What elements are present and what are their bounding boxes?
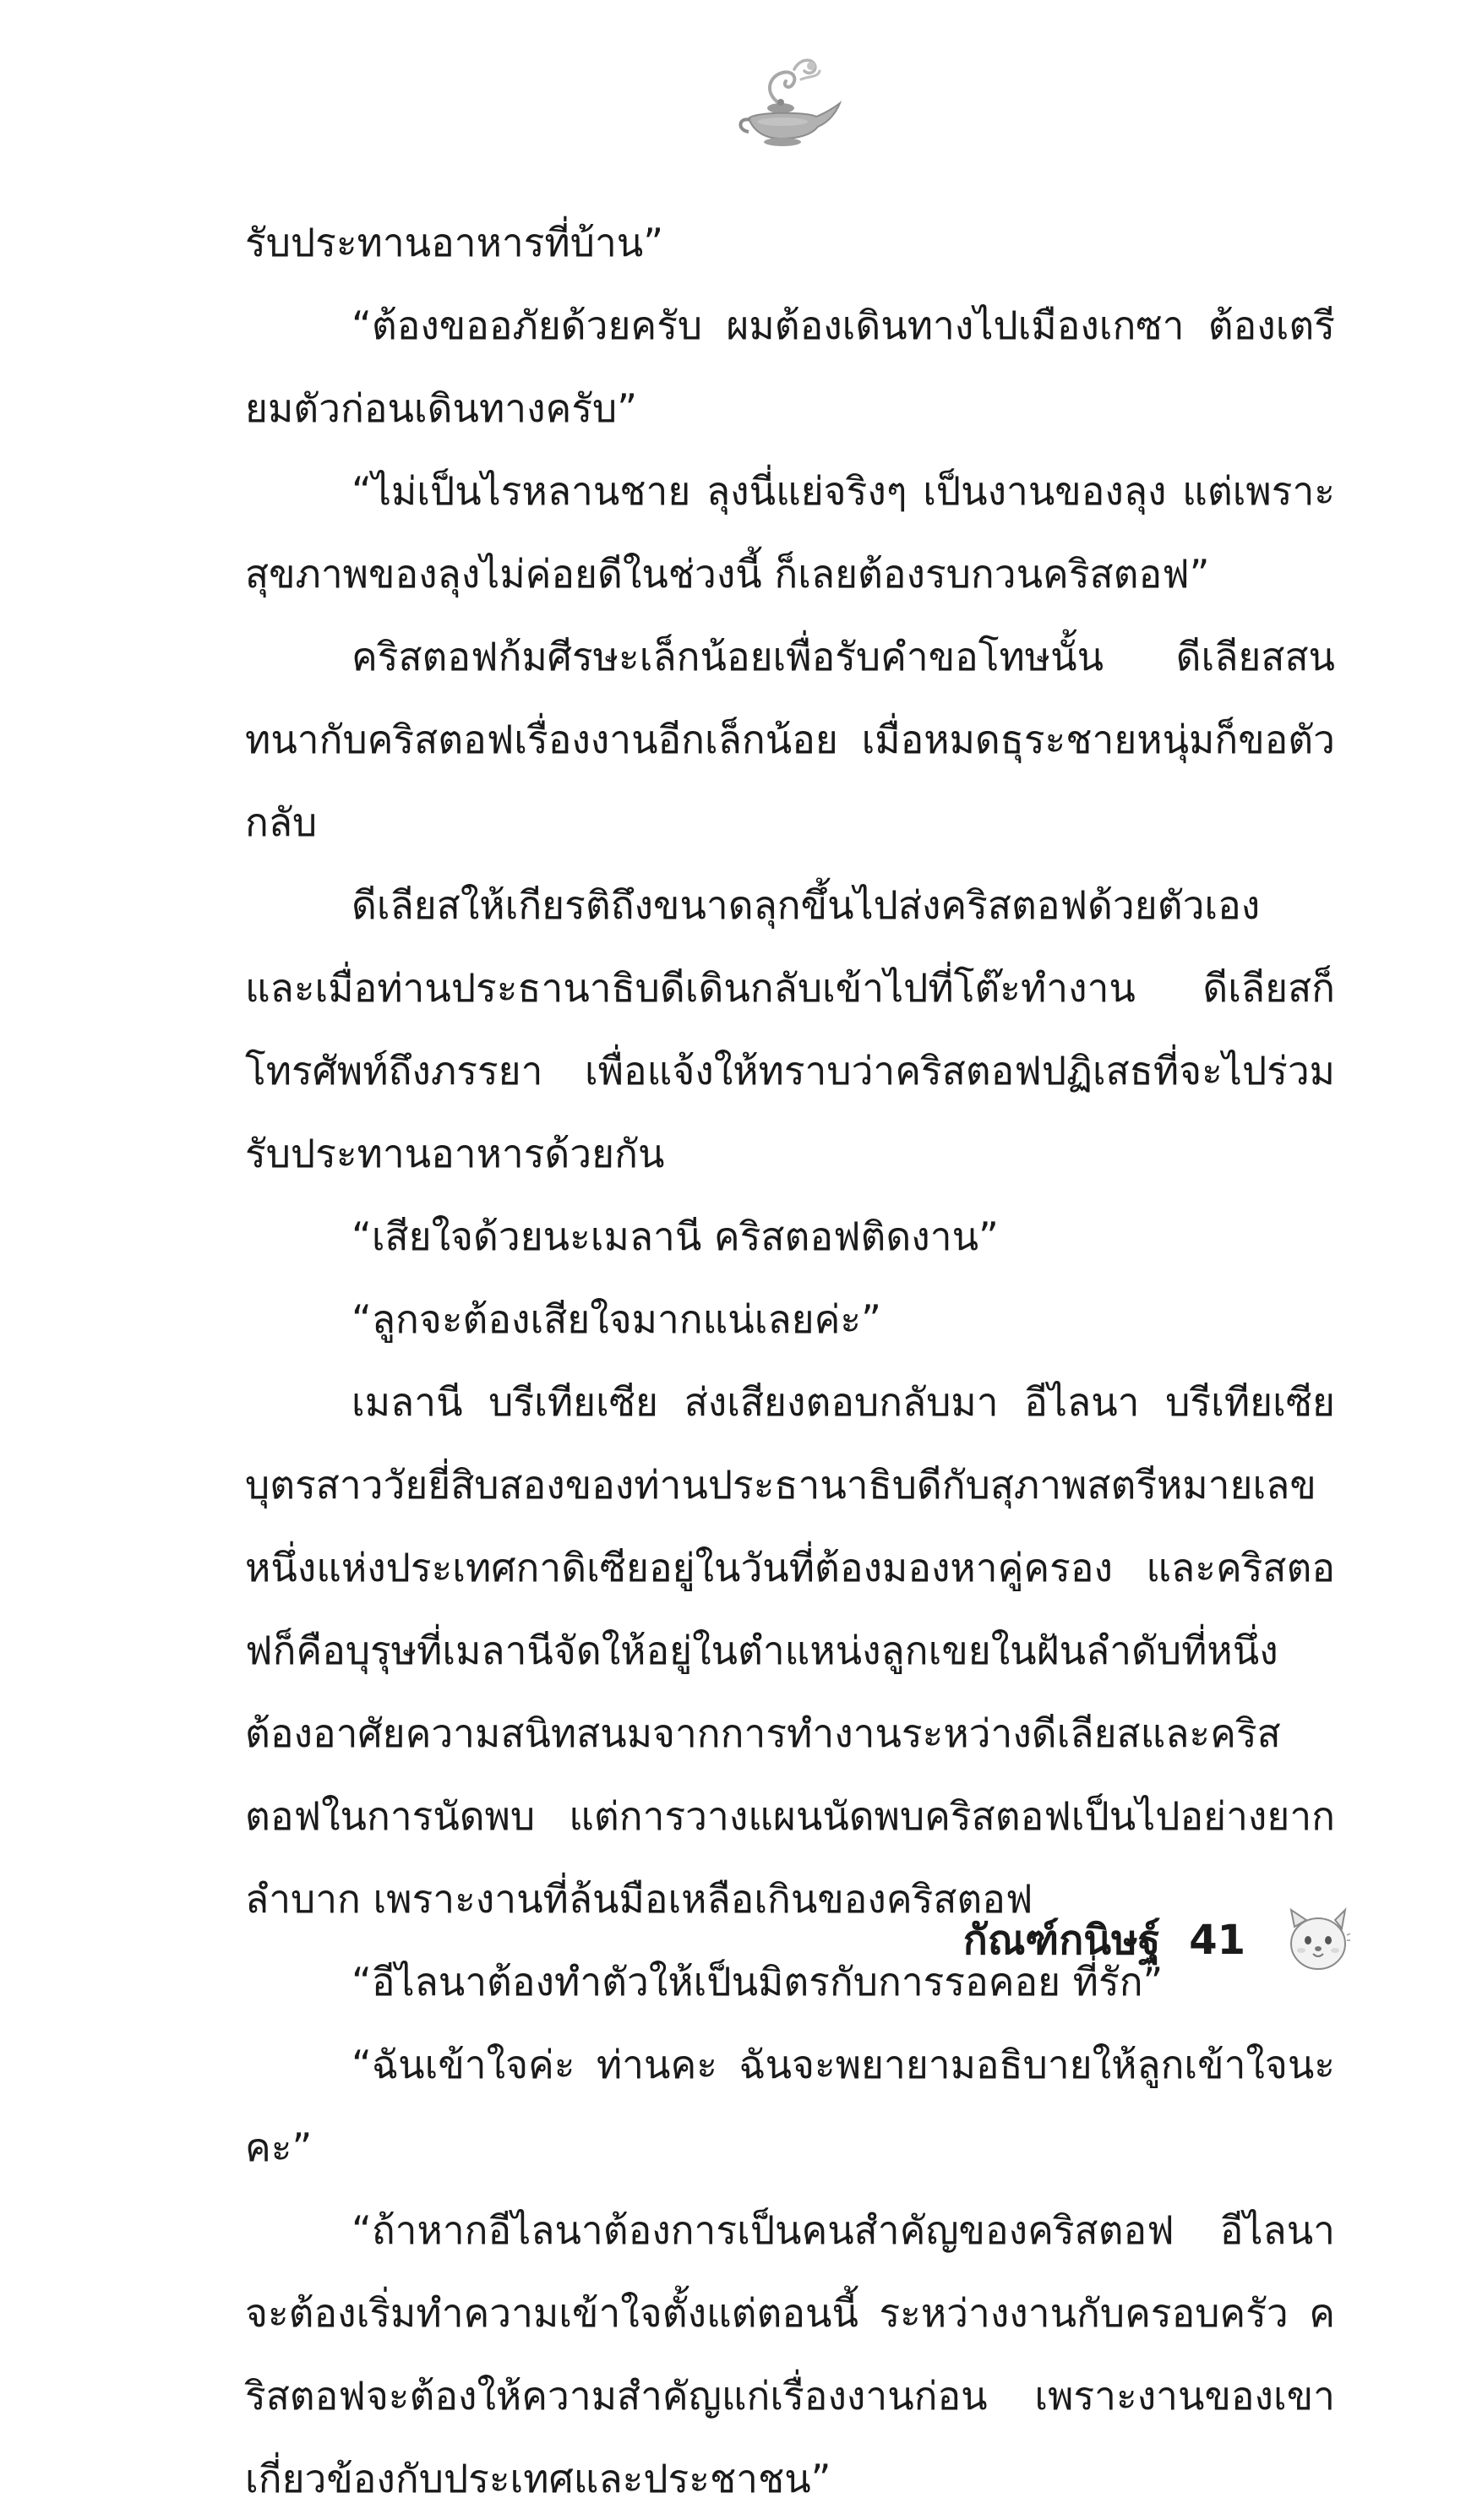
paragraph: รับประทานอาหารที่บ้าน” — [245, 220, 664, 265]
page-number: 41 — [1189, 1917, 1245, 1964]
page-footer — [963, 1890, 1350, 1991]
paragraph: “อีไลนาต้องทำตัวให้เป็นมิตรกับการรอคอย ที่รัก” — [352, 1959, 1164, 2005]
paragraph: ดีเลียสให้เกียรติถึงขนาดลุกขึ้นไปส่งคริสตอฟด้วยตัวเอง และเมื่อท่านประธานาธิบดีเดินกลับเข้าไปที่โต๊ะทำงาน ดีเลียสก็โทรศัพท์ถึงภรรยา เพื่อแจ้งให้ทราบว่าคริสตอฟปฏิเสธที่จะไปร่วมรับประทานอาหารด้วยกัน — [245, 882, 1335, 1176]
paragraph: เมลานี บรีเทียเซีย ส่งเสียงตอบกลับมา อีไลนา บรีเทียเซีย บุตรสาววัยยี่สิบสองของท่านประธานาธิบดีกับสุภาพสตรีหมายเลขหนึ่งแห่งประเทศกาดิเซียอยู่ในวันที่ต้องมองหาคู่ครอง และคริสตอฟก็คือบุรุษที่เมลานีจัดให้อยู่ในตำแหน่งลูกเขยในฝันลำดับที่หนึ่ง ต้องอาศัยความสนิทสนมจากการทำงานระหว่างดีเลียสและคริสตอฟในการนัดพบ แต่การวางแผนนัดพบคริสตอฟเป็นไปอย่างยากลำบาก เพราะงานที่ล้นมือเหลือเกินของคริสตอฟ — [245, 1379, 1335, 1922]
footer-author: กัณฑ์กนิษฐ์ — [962, 1917, 1161, 1964]
paragraph: “ต้องขออภัยด้วยครับ ผมต้องเดินทางไปเมืองเกซา ต้องเตรียมตัวก่อนเดินทางครับ” — [245, 303, 1335, 431]
paragraph: “ถ้าหากอีไลนาต้องการเป็นคนสำคัญของคริสตอฟ อีไลนาจะต้องเริ่มทำความเข้าใจตั้งแต่ตอนนี้ ระหว่างงานกับครอบครัว คริสตอฟจะต้องให้ความสำคัญแก่เรื่องงานก่อน เพราะงานของเขาเกี่ยวข้องกับประเทศและประชาชน” — [245, 2207, 1335, 2501]
paragraph: “ไม่เป็นไรหลานชาย ลุงนี่แย่จริงๆ เป็นงานของลุง แต่เพราะสุขภาพของลุงไม่ค่อยดีในช่วงนี้ ก็เลยต้องรบกวนคริสตอฟ” — [245, 468, 1335, 597]
paragraph: คริสตอฟก้มศีรษะเล็กน้อยเพื่อรับคำขอโทษนั้น ดีเลียสสนทนากับคริสตอฟเรื่องงานอีกเล็กน้อย เมื่อหมดธุระชายหนุ่มก็ขอตัวกลับ — [245, 634, 1335, 845]
cat-mascot-icon — [1283, 1905, 1350, 1976]
body-text — [245, 201, 1335, 2520]
paragraph: “ฉันเข้าใจค่ะ ท่านคะ ฉันจะพยายามอธิบายให้ลูกเข้าใจนะคะ” — [245, 2042, 1335, 2170]
paragraph: “ลูกจะต้องเสียใจมากแน่เลยค่ะ” — [352, 1296, 881, 1342]
genie-lamp-icon — [730, 51, 848, 152]
paragraph: “เสียใจด้วยนะเมลานี คริสตอฟติดงาน” — [352, 1214, 999, 1259]
